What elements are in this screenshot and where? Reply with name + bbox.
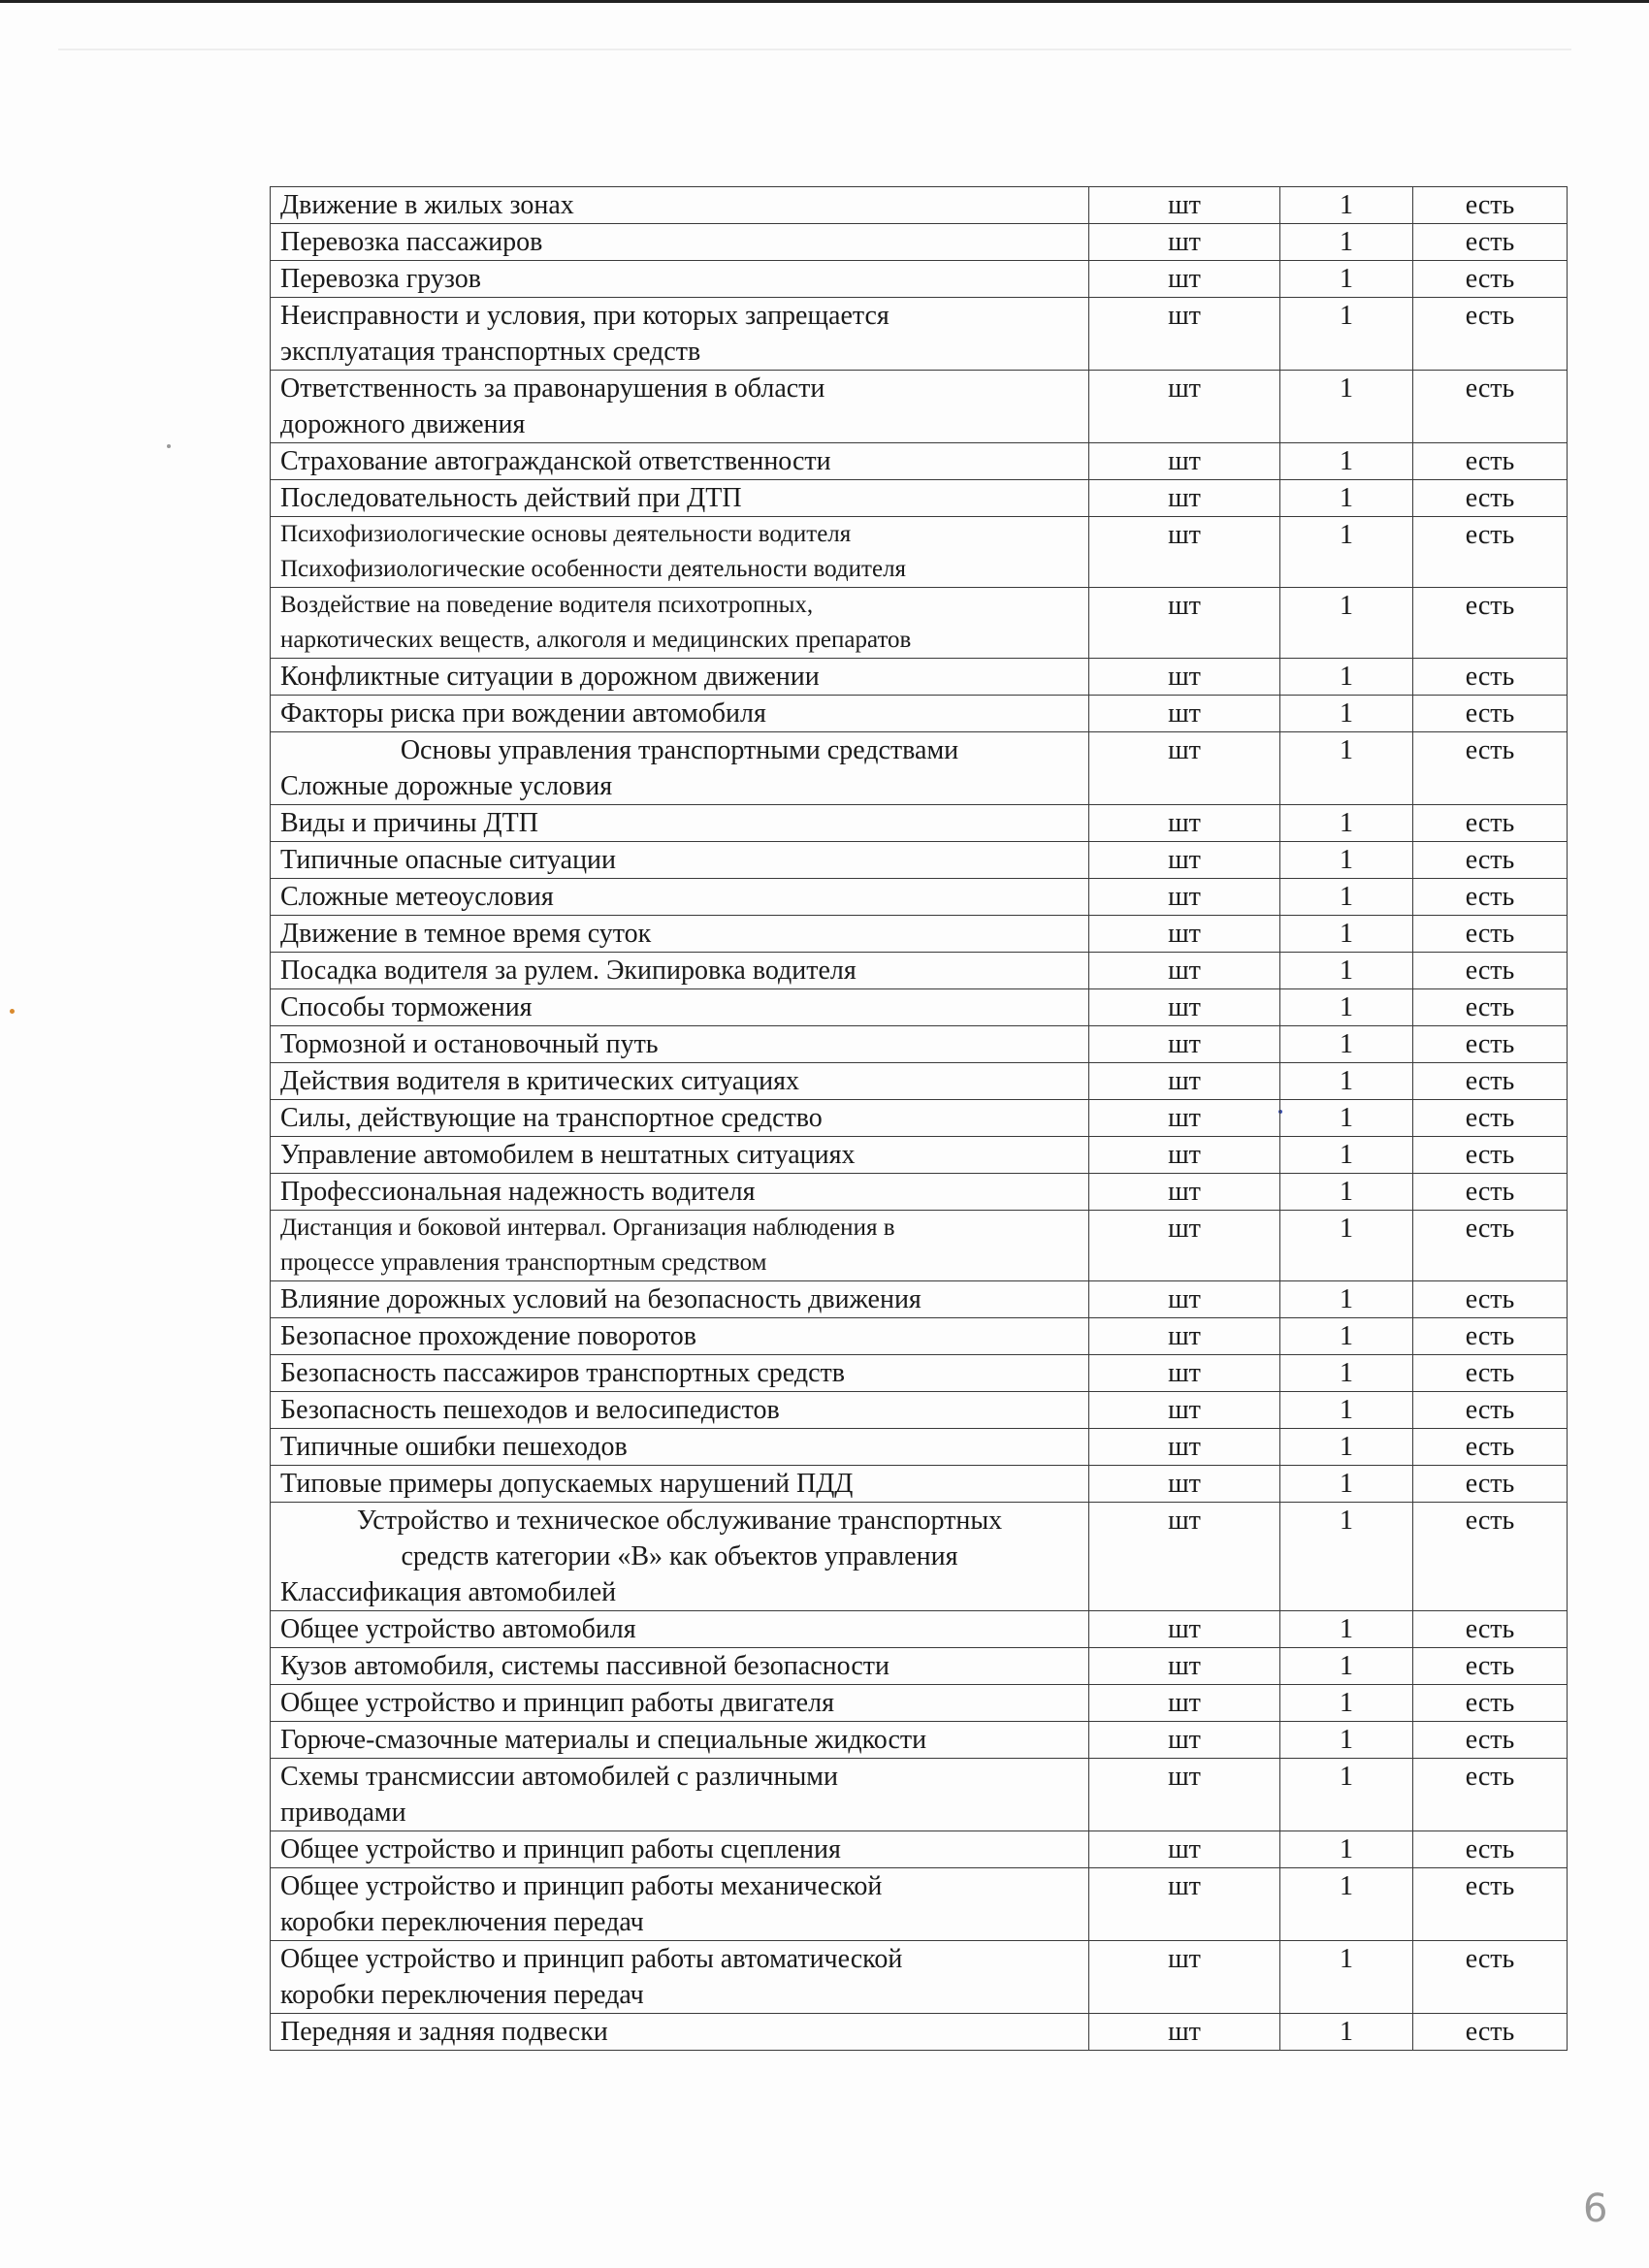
item-name: Движение в жилых зонах [280, 190, 574, 220]
status-cell: есть [1413, 732, 1568, 805]
item-name-cell [271, 1100, 1089, 1137]
item-name: Перевозка грузов [280, 264, 482, 294]
status-cell: есть [1413, 805, 1568, 842]
item-name-cell [271, 989, 1089, 1026]
item-name: Передняя и задняя подвески [280, 2017, 608, 2047]
unit-cell: шт [1089, 1941, 1280, 2014]
status-cell: есть [1413, 1100, 1568, 1137]
section-heading-line: средств категории «В» как объектов управления [401, 1541, 958, 1571]
item-name-cell [271, 1466, 1089, 1503]
quantity-cell: 1 [1280, 1137, 1413, 1174]
unit-cell: шт [1089, 1137, 1280, 1174]
table-row [271, 517, 1568, 588]
scan-edge-line [0, 0, 1649, 3]
item-name: Профессиональная надежность водителя [280, 1177, 756, 1207]
item-name-cell [271, 1174, 1089, 1211]
status-cell: есть [1413, 1281, 1568, 1318]
section-heading: Основы управления транспортными средствами [400, 735, 959, 765]
quantity-cell: 1 [1280, 371, 1413, 443]
item-name-cell [271, 480, 1089, 517]
item-name-line: эксплуатация транспортных средств [280, 337, 701, 367]
unit-cell: шт [1089, 588, 1280, 659]
status-cell: есть [1413, 1063, 1568, 1100]
unit-cell: шт [1089, 1759, 1280, 1831]
equipment-table [270, 186, 1568, 2051]
status-cell: есть [1413, 1648, 1568, 1685]
unit-cell: шт [1089, 916, 1280, 953]
unit-cell: шт [1089, 2014, 1280, 2051]
table-row [271, 732, 1568, 805]
item-name: Силы, действующие на транспортное средство [280, 1103, 823, 1133]
item-name: Способы торможения [280, 992, 533, 1022]
table-row [271, 805, 1568, 842]
quantity-cell: 1 [1280, 1026, 1413, 1063]
status-cell: есть [1413, 1026, 1568, 1063]
table-row [271, 1318, 1568, 1355]
quantity-cell: 1 [1280, 1831, 1413, 1868]
item-name-line: коробки переключения передач [280, 1907, 644, 1937]
status-cell: есть [1413, 1174, 1568, 1211]
unit-cell: шт [1089, 187, 1280, 224]
table-row [271, 1831, 1568, 1868]
status-cell: есть [1413, 1466, 1568, 1503]
unit-cell: шт [1089, 1063, 1280, 1100]
table-row [271, 443, 1568, 480]
table-row [271, 1466, 1568, 1503]
item-name-line: Психофизиологические основы деятельности водителя [280, 521, 852, 547]
item-name-cell [271, 1392, 1089, 1429]
item-name-cell [271, 187, 1089, 224]
item-name-cell [271, 879, 1089, 916]
unit-cell: шт [1089, 1503, 1280, 1611]
quantity-cell: 1 [1280, 1685, 1413, 1722]
item-name-line: наркотических веществ, алкоголя и медицинских препаратов [280, 627, 912, 653]
item-name-cell [271, 805, 1089, 842]
item-name: Горюче-смазочные материалы и специальные жидкости [280, 1725, 927, 1755]
quantity-cell: 1 [1280, 2014, 1413, 2051]
quantity-cell: 1 [1280, 517, 1413, 588]
item-name-cell [271, 1137, 1089, 1174]
table-row [271, 2014, 1568, 2051]
quantity-cell: 1 [1280, 1868, 1413, 1941]
table-row [271, 659, 1568, 696]
table-row [271, 953, 1568, 989]
item-name-cell [271, 371, 1089, 443]
quantity-cell: 1 [1280, 1281, 1413, 1318]
unit-cell: шт [1089, 1281, 1280, 1318]
item-name: Типовые примеры допускаемых нарушений ПДД [280, 1469, 854, 1499]
status-cell: есть [1413, 1137, 1568, 1174]
quantity-cell: 1 [1280, 298, 1413, 371]
equipment-table-body [271, 187, 1568, 2051]
quantity-cell: 1 [1280, 1211, 1413, 1281]
unit-cell: шт [1089, 696, 1280, 732]
unit-cell: шт [1089, 371, 1280, 443]
table-row [271, 187, 1568, 224]
table-row [271, 261, 1568, 298]
unit-cell: шт [1089, 517, 1280, 588]
status-cell: есть [1413, 879, 1568, 916]
item-name: Управление автомобилем в нештатных ситуациях [280, 1140, 856, 1170]
section-heading-line: Устройство и техническое обслуживание транспортных [356, 1506, 1003, 1536]
item-name: Типичные опасные ситуации [280, 845, 617, 875]
status-cell: есть [1413, 1868, 1568, 1941]
table-row [271, 1868, 1568, 1941]
table-row [271, 1100, 1568, 1137]
quantity-cell: 1 [1280, 1611, 1413, 1648]
item-name: Движение в темное время суток [280, 919, 652, 949]
quantity-cell: 1 [1280, 480, 1413, 517]
table-row [271, 1174, 1568, 1211]
status-cell: есть [1413, 842, 1568, 879]
status-cell: есть [1413, 989, 1568, 1026]
table-row [271, 1503, 1568, 1611]
item-name: Посадка водителя за рулем. Экипировка водителя [280, 956, 857, 986]
status-cell: есть [1413, 659, 1568, 696]
item-name-cell [271, 588, 1089, 659]
scan-speck [167, 444, 171, 448]
item-name-line: приводами [280, 1798, 406, 1828]
item-name: Общее устройство и принцип работы двигателя [280, 1688, 834, 1718]
status-cell: есть [1413, 696, 1568, 732]
item-name-line: Дистанция и боковой интервал. Организация наблюдения в [280, 1215, 895, 1241]
scan-speck [10, 1009, 15, 1014]
status-cell: есть [1413, 1429, 1568, 1466]
quantity-cell: 1 [1280, 1318, 1413, 1355]
unit-cell: шт [1089, 659, 1280, 696]
status-cell: есть [1413, 517, 1568, 588]
quantity-cell: 1 [1280, 443, 1413, 480]
quantity-cell: 1 [1280, 805, 1413, 842]
quantity-cell: 1 [1280, 1759, 1413, 1831]
page-number: 6 [1583, 2187, 1608, 2231]
status-cell: есть [1413, 261, 1568, 298]
item-name-cell [271, 916, 1089, 953]
table-row [271, 1722, 1568, 1759]
quantity-cell: 1 [1280, 261, 1413, 298]
item-name-cell [271, 1503, 1089, 1611]
unit-cell: шт [1089, 1318, 1280, 1355]
item-name: Общее устройство и принцип работы сцепления [280, 1834, 841, 1864]
unit-cell: шт [1089, 879, 1280, 916]
item-name: Кузов автомобиля, системы пассивной безопасности [280, 1651, 889, 1681]
status-cell: есть [1413, 916, 1568, 953]
table-row [271, 1281, 1568, 1318]
item-name: Безопасность пешеходов и велосипедистов [280, 1395, 780, 1425]
status-cell: есть [1413, 1211, 1568, 1281]
item-name-cell [271, 1648, 1089, 1685]
item-name-cell [271, 1722, 1089, 1759]
quantity-cell: 1 [1280, 1648, 1413, 1685]
status-cell: есть [1413, 1941, 1568, 2014]
item-name: Сложные дорожные условия [280, 771, 613, 801]
unit-cell: шт [1089, 805, 1280, 842]
quantity-cell: 1 [1280, 1063, 1413, 1100]
item-name-line: Общее устройство и принцип работы механической [280, 1871, 883, 1901]
quantity-cell: 1 [1280, 588, 1413, 659]
table-row [271, 879, 1568, 916]
status-cell: есть [1413, 371, 1568, 443]
item-name: Безопасное прохождение поворотов [280, 1321, 697, 1351]
status-cell: есть [1413, 443, 1568, 480]
table-row [271, 1355, 1568, 1392]
item-name: Последовательность действий при ДТП [280, 483, 742, 513]
item-name-cell [271, 1063, 1089, 1100]
item-name-cell [271, 298, 1089, 371]
table-row [271, 1026, 1568, 1063]
item-name: Влияние дорожных условий на безопасность движения [280, 1284, 922, 1314]
unit-cell: шт [1089, 1174, 1280, 1211]
unit-cell: шт [1089, 480, 1280, 517]
status-cell: есть [1413, 224, 1568, 261]
item-name-line: Неисправности и условия, при которых запрещается [280, 301, 889, 331]
table-row [271, 1063, 1568, 1100]
unit-cell: шт [1089, 989, 1280, 1026]
table-row [271, 1392, 1568, 1429]
item-name-cell [271, 1318, 1089, 1355]
item-name-cell [271, 261, 1089, 298]
item-name-cell [271, 1429, 1089, 1466]
quantity-cell: 1 [1280, 953, 1413, 989]
table-row [271, 224, 1568, 261]
item-name-line: Общее устройство и принцип работы автоматической [280, 1944, 903, 1974]
table-row [271, 298, 1568, 371]
table-row [271, 1941, 1568, 2014]
table-row [271, 480, 1568, 517]
item-name-line: процессе управления транспортным средством [280, 1249, 767, 1276]
item-name: Конфликтные ситуации в дорожном движении [280, 662, 820, 692]
item-name-line: Воздействие на поведение водителя психотропных, [280, 592, 814, 618]
item-name-cell [271, 1281, 1089, 1318]
unit-cell: шт [1089, 1392, 1280, 1429]
unit-cell: шт [1089, 224, 1280, 261]
item-name-cell [271, 2014, 1089, 2051]
item-name-cell [271, 1611, 1089, 1648]
item-name: Типичные ошибки пешеходов [280, 1432, 628, 1462]
item-name: Действия водителя в критических ситуациях [280, 1066, 800, 1096]
item-name-cell [271, 1941, 1089, 2014]
quantity-cell: 1 [1280, 916, 1413, 953]
table-row [271, 1685, 1568, 1722]
item-name-cell [271, 1026, 1089, 1063]
item-name-line: Схемы трансмиссии автомобилей с различными [280, 1762, 838, 1792]
item-name-cell [271, 659, 1089, 696]
quantity-cell: 1 [1280, 696, 1413, 732]
table-row [271, 696, 1568, 732]
status-cell: есть [1413, 187, 1568, 224]
table-row [271, 1137, 1568, 1174]
quantity-cell: 1 [1280, 879, 1413, 916]
item-name-cell [271, 1868, 1089, 1941]
status-cell: есть [1413, 953, 1568, 989]
item-name-cell [271, 953, 1089, 989]
status-cell: есть [1413, 2014, 1568, 2051]
quantity-cell: 1 [1280, 1941, 1413, 2014]
unit-cell: шт [1089, 953, 1280, 989]
item-name: Классификация автомобилей [280, 1577, 617, 1607]
item-name: Факторы риска при вождении автомобиля [280, 698, 766, 729]
quantity-cell: 1 [1280, 989, 1413, 1026]
unit-cell: шт [1089, 1100, 1280, 1137]
quantity-cell: 1 [1280, 1466, 1413, 1503]
table-row [271, 1611, 1568, 1648]
table-row [271, 1429, 1568, 1466]
quantity-cell: 1 [1280, 1392, 1413, 1429]
status-cell: есть [1413, 1685, 1568, 1722]
unit-cell: шт [1089, 1611, 1280, 1648]
unit-cell: шт [1089, 1211, 1280, 1281]
status-cell: есть [1413, 1392, 1568, 1429]
unit-cell: шт [1089, 443, 1280, 480]
status-cell: есть [1413, 588, 1568, 659]
quantity-cell: 1 [1280, 1503, 1413, 1611]
item-name-cell [271, 1211, 1089, 1281]
table-row [271, 588, 1568, 659]
item-name-line: Психофизиологические особенности деятельности водителя [280, 556, 907, 582]
status-cell: есть [1413, 1611, 1568, 1648]
unit-cell: шт [1089, 842, 1280, 879]
status-cell: есть [1413, 1355, 1568, 1392]
unit-cell: шт [1089, 1685, 1280, 1722]
unit-cell: шт [1089, 261, 1280, 298]
table-row [271, 1759, 1568, 1831]
unit-cell: шт [1089, 298, 1280, 371]
unit-cell: шт [1089, 732, 1280, 805]
item-name: Тормозной и остановочный путь [280, 1029, 659, 1059]
unit-cell: шт [1089, 1722, 1280, 1759]
item-name-cell [271, 1759, 1089, 1831]
item-name-cell [271, 842, 1089, 879]
quantity-cell: 1 [1280, 1174, 1413, 1211]
status-cell: есть [1413, 1722, 1568, 1759]
status-cell: есть [1413, 480, 1568, 517]
table-row [271, 1211, 1568, 1281]
unit-cell: шт [1089, 1466, 1280, 1503]
item-name-line: Ответственность за правонарушения в области [280, 373, 825, 404]
quantity-cell: 1 [1280, 1722, 1413, 1759]
item-name-cell [271, 1355, 1089, 1392]
item-name-cell [271, 732, 1089, 805]
item-name-line: дорожного движения [280, 409, 526, 439]
item-name-cell [271, 517, 1089, 588]
item-name-cell [271, 443, 1089, 480]
table-row [271, 989, 1568, 1026]
item-name: Страхование автогражданской ответственности [280, 446, 831, 476]
quantity-cell: 1 [1280, 659, 1413, 696]
quantity-cell: 1 [1280, 1100, 1413, 1137]
unit-cell: шт [1089, 1429, 1280, 1466]
unit-cell: шт [1089, 1648, 1280, 1685]
scan-faint-line [58, 49, 1571, 50]
item-name-cell [271, 224, 1089, 261]
item-name-line: коробки переключения передач [280, 1980, 644, 2010]
item-name: Общее устройство автомобиля [280, 1614, 636, 1644]
unit-cell: шт [1089, 1355, 1280, 1392]
table-row [271, 1648, 1568, 1685]
quantity-cell: 1 [1280, 1429, 1413, 1466]
table-row [271, 842, 1568, 879]
item-name: Виды и причины ДТП [280, 808, 538, 838]
item-name-cell [271, 1831, 1089, 1868]
table-row [271, 371, 1568, 443]
quantity-cell: 1 [1280, 187, 1413, 224]
item-name: Безопасность пассажиров транспортных средств [280, 1358, 845, 1388]
quantity-cell: 1 [1280, 224, 1413, 261]
status-cell: есть [1413, 1503, 1568, 1611]
quantity-cell: 1 [1280, 842, 1413, 879]
status-cell: есть [1413, 1318, 1568, 1355]
table-row [271, 916, 1568, 953]
status-cell: есть [1413, 1831, 1568, 1868]
item-name: Перевозка пассажиров [280, 227, 543, 257]
item-name-cell [271, 1685, 1089, 1722]
quantity-cell: 1 [1280, 732, 1413, 805]
quantity-cell: 1 [1280, 1355, 1413, 1392]
status-cell: есть [1413, 298, 1568, 371]
unit-cell: шт [1089, 1026, 1280, 1063]
item-name-cell [271, 696, 1089, 732]
status-cell: есть [1413, 1759, 1568, 1831]
unit-cell: шт [1089, 1831, 1280, 1868]
unit-cell: шт [1089, 1868, 1280, 1941]
item-name: Сложные метеоусловия [280, 882, 554, 912]
